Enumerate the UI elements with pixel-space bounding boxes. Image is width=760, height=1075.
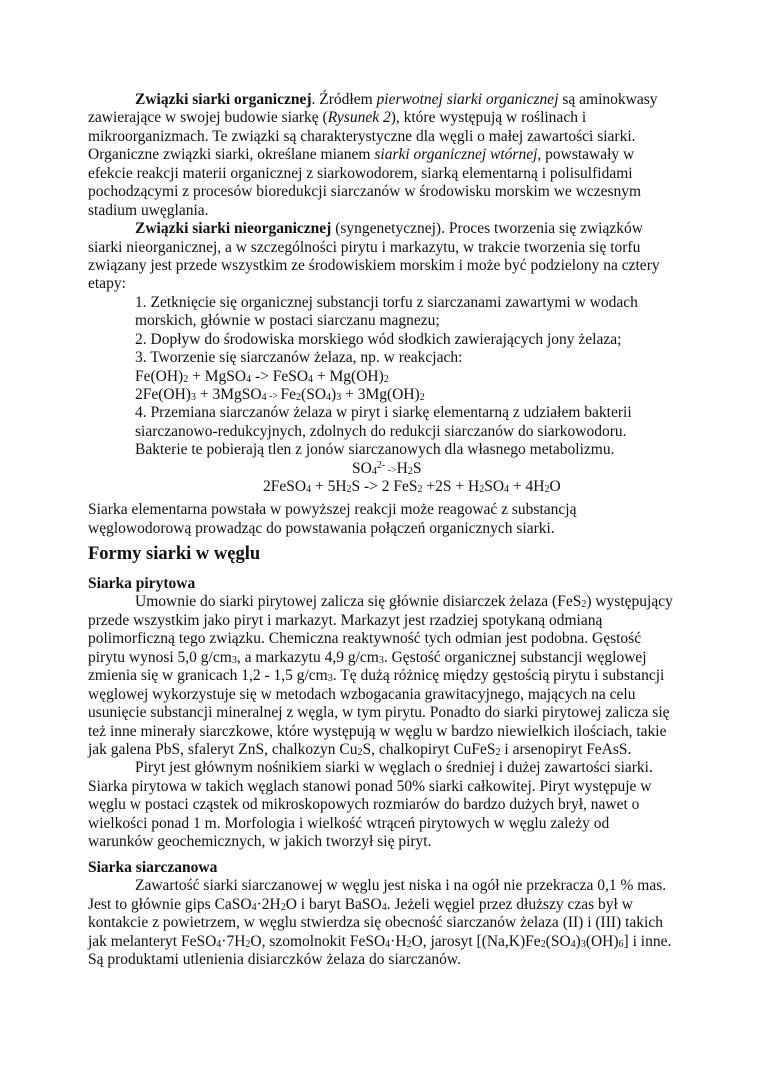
- subscript: 4: [504, 484, 510, 496]
- text-run: SO: [352, 459, 372, 477]
- text-run: O, szomolnokit FeSO: [250, 932, 386, 950]
- text-run: Siarka elementarna powstała w powyższej reakcji może reagować z substancją: [88, 501, 577, 519]
- text-line: [88, 815, 728, 833]
- subscript: 2: [383, 373, 389, 385]
- text-run: morskich, głównie w postaci siarczanu magnezu;: [135, 312, 440, 330]
- subscript: 2: [417, 484, 423, 496]
- subscript: 3: [231, 654, 237, 666]
- italic-text: siarki organicznej wtórnej,: [374, 146, 542, 164]
- text-run: kontakcie z powietrzem, w węglu stwierdza się obecność siarczanów żelaza (II) i (III) takich: [88, 914, 663, 932]
- bold-text: Siarka siarczanowa: [88, 859, 218, 876]
- bold-text: Związki siarki nieorganicznej: [135, 220, 332, 238]
- text-run: siarczanowo-redukcyjnych, zdolnych do redukcji siarczanów do siarkowodoru.: [135, 422, 627, 440]
- subscript: 3: [336, 392, 342, 403]
- text-run: pochodzącymi z procesów bioredukcji siarczanów w środowisku morskim we wczesnym: [88, 183, 642, 201]
- sulfate-sulfur-section: [88, 859, 728, 970]
- text-run: . Tę dużą różnicę między gęstością pirytu i substancji: [332, 667, 665, 685]
- text-run: też inne minerały siarczkowe, które występują w węglu w bardzo niewielkich ilościach, takie: [88, 722, 667, 740]
- subscript: 2: [540, 938, 546, 950]
- text-line: [88, 91, 728, 109]
- subscript: 4: [308, 373, 314, 385]
- text-run: węglowodorową prowadząc do powstawania połączeń organicznych siarki.: [88, 519, 555, 537]
- text-run: zmienia się w granicach 1,2 - 1,5 g/cm: [88, 667, 328, 685]
- text-line: [88, 741, 728, 759]
- text-run: etapy:: [88, 275, 126, 293]
- text-run: (SO: [545, 932, 571, 950]
- subscript: 6: [618, 938, 624, 950]
- text-run: ·2H: [256, 895, 281, 913]
- text-run: 2FeSO: [263, 478, 307, 496]
- subscript: 4: [261, 392, 267, 403]
- subscript: 2: [581, 599, 587, 611]
- text-run: H: [396, 459, 408, 477]
- text-run: . Jeżeli węgiel przez dłuższy czas był w: [386, 895, 633, 913]
- text-run: Fe(OH): [135, 367, 184, 385]
- text-line: [88, 239, 728, 257]
- text-run: efekcie reakcji materii organicznej z siarkowodorem, siarką elementarną i polisulfidami: [88, 164, 633, 182]
- text-line: [88, 667, 728, 685]
- text-line: [88, 877, 728, 895]
- text-run: polimorficzną tego związku. Chemiczna reaktywność tych odmian jest podobna. Gęstość: [88, 630, 642, 648]
- text-run: powstawały w: [541, 146, 635, 164]
- text-line: [88, 146, 728, 164]
- text-run: Zawartość siarki siarczanowej w węglu jest niska i na ogół nie przekracza 0,1 % mas.: [135, 877, 667, 895]
- text-run: Piryt jest głównym nośnikiem siarki w węglach o średniej i dużej zawartości siarki.: [135, 759, 653, 777]
- text-line: [88, 257, 728, 275]
- text-line: [88, 404, 728, 422]
- text-run: jak galena PbS, sfaleryt ZnS, chalkozyn Cu: [88, 740, 358, 758]
- text-run: Fe: [280, 386, 297, 403]
- subscript: 2: [346, 484, 352, 496]
- text-run: O i baryt BaSO: [285, 895, 382, 913]
- text-line: [88, 933, 728, 951]
- text-line: [88, 423, 728, 441]
- subscript: 3: [378, 654, 384, 666]
- text-line: [88, 859, 728, 877]
- text-line: [88, 368, 728, 386]
- subscript: 4: [251, 901, 257, 913]
- text-line: [88, 109, 728, 127]
- text-run: 3. Tworzenie się siarczanów żelaza, np. w reakcjach:: [135, 349, 463, 367]
- subscript: 2: [495, 746, 501, 758]
- bold-text: Siarka pirytowa: [88, 575, 196, 592]
- text-run: ·H: [390, 932, 407, 950]
- text-run: + 3MgSO: [195, 386, 262, 403]
- text-run: , a markazytu 4,9 g/cm: [236, 648, 379, 666]
- subscript: 2: [479, 484, 485, 496]
- text-line: [88, 165, 728, 183]
- text-run: 2. Dopływ do środowiska morskiego wód słodkich zawierających jony żelaza;: [135, 330, 622, 348]
- italic-text: pierwotnej siarki organicznej: [376, 91, 559, 108]
- text-run: siarki nieorganicznej, a w szczególności pirytu i markazytu, w trakcie tworzenia się torfu: [88, 238, 641, 256]
- subscript: 4: [306, 484, 312, 496]
- subscript: 3: [327, 673, 333, 685]
- text-line: [88, 612, 728, 630]
- text-run: O, jarosyt [(Na,K)Fe: [411, 932, 541, 950]
- text-line: [88, 630, 728, 648]
- text-run: węglowej wykorzystuje się w metodach wzbogacania grawitacyjnego, mających na celu: [88, 685, 636, 703]
- italic-text: Rysunek 2: [327, 109, 391, 127]
- text-run: . Gęstość organicznej substancji węglowej: [383, 648, 647, 666]
- text-run: pirytu wynosi 5,0 g/cm: [88, 648, 232, 666]
- text-line: [88, 833, 728, 851]
- text-run: + Mg(OH): [313, 367, 384, 385]
- text-line: [88, 575, 728, 593]
- text-run: . Źródłem: [311, 91, 377, 108]
- subscript: 2: [280, 901, 286, 913]
- text-line: [88, 723, 728, 741]
- section-title: [88, 543, 728, 565]
- subscript: 4: [570, 938, 576, 950]
- text-line: [88, 896, 728, 914]
- text-run: + 3Mg(OH): [341, 386, 420, 403]
- bold-text: Związki siarki organicznej: [135, 91, 312, 108]
- sulfur-compounds-section: [88, 91, 728, 538]
- text-line: [88, 349, 728, 367]
- text-line: [88, 478, 728, 496]
- text-run: Są produktami utlenienia disiarczków żelaza do siarczanów.: [88, 951, 461, 969]
- text-line: [88, 220, 728, 238]
- subscript: 4: [371, 465, 377, 477]
- text-run: zawierające w swojej budowie siarkę (: [88, 109, 328, 127]
- text-line: [88, 520, 728, 538]
- pyritic-sulfur-section: [88, 575, 728, 852]
- section-heading: [88, 543, 728, 565]
- text-run: ): [575, 932, 581, 950]
- subscript: 4: [246, 373, 252, 385]
- small-text: ->: [385, 464, 397, 476]
- text-line: [88, 704, 728, 722]
- text-run: (SO: [301, 386, 327, 403]
- text-run: ) występujący: [586, 593, 673, 611]
- text-line: [88, 649, 728, 667]
- text-run: ] i inne.: [623, 932, 672, 950]
- subscript: 2: [406, 938, 412, 950]
- text-line: [88, 951, 728, 969]
- text-line: [88, 202, 728, 220]
- text-line: [88, 386, 728, 404]
- text-line: [88, 441, 728, 459]
- text-line: [88, 460, 728, 478]
- text-run: O: [549, 478, 561, 496]
- text-run: Jest to głównie gips CaSO: [88, 895, 252, 913]
- text-run: -> FeSO: [251, 367, 309, 385]
- text-run: ·7H: [221, 932, 246, 950]
- text-run: Umownie do siarki pirytowej zalicza się głównie disiarczek żelaza (FeS: [135, 593, 582, 611]
- text-run: (OH): [585, 932, 619, 950]
- subscript: 2: [544, 484, 550, 496]
- text-run: mikroorganizmach. Te związki są charakterystyczne dla węgli o małej zawartości siarki.: [88, 127, 636, 145]
- text-run: 2Fe(OH): [135, 386, 191, 403]
- text-run: wielkości ponad 1 m. Morfologia i wielkość wtrąceń pirytowych w węglu zależy od: [88, 814, 610, 832]
- subscript: 2: [357, 746, 363, 758]
- text-line: [88, 128, 728, 146]
- subscript: 4: [385, 938, 391, 950]
- text-line: [88, 183, 728, 201]
- subscript: 2: [296, 392, 302, 403]
- subscript: 2: [419, 392, 425, 403]
- text-run: 4. Przemiana siarczanów żelaza w piryt i siarkę elementarną z udziałem bakterii: [135, 404, 632, 422]
- superscript: 2-: [376, 459, 386, 471]
- text-line: [88, 275, 728, 293]
- text-line: [88, 759, 728, 777]
- text-run: S, chalkopiryt CuFeS: [362, 740, 496, 758]
- text-run: warunków geochemicznych, w jakich tworzył się piryt.: [88, 833, 432, 851]
- subscript: 4: [381, 901, 387, 913]
- text-run: są aminokwasy: [558, 91, 658, 108]
- text-run: stadium uwęglania.: [88, 201, 209, 219]
- text-run: S: [412, 459, 422, 477]
- text-run: jak melanteryt FeSO: [88, 932, 217, 950]
- text-run: ), które występują w roślinach i: [390, 109, 587, 127]
- text-run: przede wszystkim jako piryt i markazyt. Markazyt jest rzadziej spotykaną odmianą: [88, 611, 603, 629]
- text-run: S -> 2 FeS: [351, 478, 418, 496]
- text-run: +2S + H: [422, 478, 480, 496]
- text-run: Formy siarki w węglu: [88, 544, 261, 564]
- text-run: usunięcie substancji mineralnej z węgla, w tym pirytu. Ponadto do siarki pirytowej zalicza się: [88, 704, 670, 722]
- text-run: (syngenetycznej). Proces tworzenia się związków: [331, 220, 643, 238]
- subscript: 2: [407, 465, 413, 477]
- subscript: 2: [183, 373, 189, 385]
- subscript: 4: [326, 392, 332, 403]
- text-line: [88, 501, 728, 519]
- text-run: + 4H: [509, 478, 545, 496]
- text-run: 1. Zetknięcie się organicznej substancji torfu z siarczanami zawartymi w wodach: [135, 293, 638, 311]
- text-run: + 5H: [311, 478, 347, 496]
- text-line: [88, 312, 728, 330]
- text-run: związany jest przede wszystkim ze środowiskiem morskim i może być podzielony na cztery: [88, 256, 660, 274]
- text-line: [88, 593, 728, 611]
- text-line: [88, 331, 728, 349]
- subscript: 4: [216, 938, 222, 950]
- text-run: ): [331, 386, 337, 403]
- subscript: 2: [245, 938, 251, 950]
- text-line: [88, 686, 728, 704]
- subscript: 3: [580, 938, 586, 950]
- text-run: Bakterie te pobierają tlen z jonów siarczanowych dla własnego metabolizmu.: [135, 441, 615, 459]
- subscript: 3: [190, 392, 196, 403]
- text-line: [88, 294, 728, 312]
- text-run: Siarka pirytowa w takich węglach stanowi ponad 50% siarki całkowitej. Piryt występuje w: [88, 777, 652, 795]
- text-line: [88, 914, 728, 932]
- small-text: ->: [266, 391, 281, 402]
- text-run: węglu w postaci cząstek od mikroskopowych rozmiarów do bardzo dużych brył, nawet o: [88, 796, 640, 814]
- text-line: [88, 796, 728, 814]
- text-line: [88, 778, 728, 796]
- text-run: SO: [484, 478, 505, 496]
- text-run: Organiczne związki siarki, określane mianem: [88, 146, 375, 164]
- text-run: i arsenopiryt FeAsS.: [500, 740, 632, 758]
- text-run: + MgSO: [188, 367, 247, 385]
